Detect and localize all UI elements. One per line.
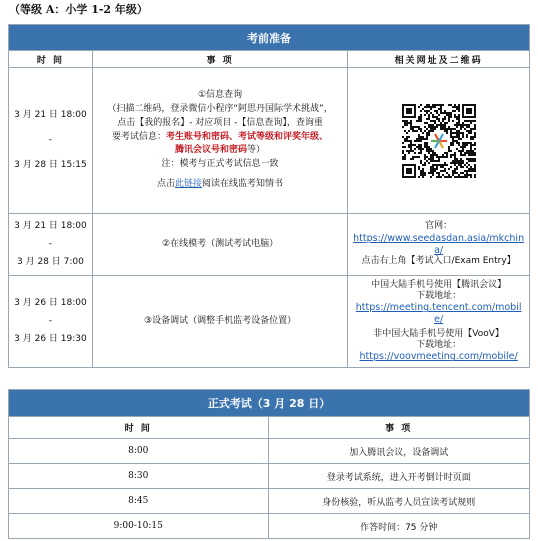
info-line: 要考试信息：考生账号和密码、考试等级和评奖年级、 <box>112 131 329 142</box>
time-end: 3 月 28 日 15:15 <box>14 160 87 171</box>
time-end: 3 月 28 日 7:00 <box>17 257 84 268</box>
non-mainland-text: 非中国大陆手机号使用【VooV】 <box>373 328 504 339</box>
prep-row-mock <box>9 214 530 276</box>
prep-row-info <box>9 68 530 214</box>
time-end: 3 月 26 日 19:30 <box>14 334 87 345</box>
time-start: 3 月 26 日 18:00 <box>14 297 87 308</box>
mainland-text: 中国大陆手机号使用【腾讯会议】 <box>371 279 507 290</box>
qr-cell <box>348 68 530 214</box>
exam-time: 9:00-10:15 <box>9 514 269 539</box>
item-cell <box>92 68 347 214</box>
download-label: 下载地址： <box>416 290 462 301</box>
table-row <box>9 489 530 514</box>
download-label: 下载地址： <box>416 340 462 351</box>
time-start: 3 月 21 日 18:00 <box>14 109 87 120</box>
header-time: 时 间 <box>9 51 93 68</box>
notice-link[interactable]: 此链接 <box>175 179 203 190</box>
exam-time: 8:45 <box>9 489 269 514</box>
exam-item: 作答时间：75 分钟 <box>268 514 530 539</box>
exam-time: 8:30 <box>9 464 269 489</box>
prep-banner: 考前准备 <box>9 25 530 51</box>
header-links: 相关网址及二维码 <box>348 51 530 68</box>
qr-code-icon[interactable] <box>402 104 476 178</box>
info-line: 腾讯会议号和密码等） <box>175 145 266 156</box>
info-note: 注：模考与正式考试信息一致 <box>161 159 279 170</box>
info-line: （扫描二维码，登录微信小程序“阿思丹国际学术挑战”， <box>107 103 333 114</box>
link-cell <box>348 214 530 276</box>
mock-exam-link[interactable]: https://www.seedasdan.asia/mkchina/ <box>353 232 525 256</box>
exam-item: 身份核验，听从监考人员宣读考试规则 <box>268 489 530 514</box>
item-cell: ②在线模考（测试考试电脑） <box>92 214 347 276</box>
info-line: 点击【我的报名】- 对应项目 -【信息查询】，查询重 <box>117 117 323 128</box>
item-cell: ③设备调试（调整手机监考设备位置） <box>92 276 347 368</box>
site-label: 官网： <box>425 221 453 232</box>
time-cell <box>9 214 93 276</box>
table-row <box>9 439 530 464</box>
prep-row-device <box>9 276 530 368</box>
tencent-meeting-link[interactable]: https://meeting.tencent.com/mobile/ <box>355 302 522 326</box>
time-start: 3 月 21 日 18:00 <box>14 220 87 231</box>
time-dash: - <box>48 238 53 249</box>
header-item: 事 项 <box>268 417 530 439</box>
time-cell <box>9 276 93 368</box>
exam-item: 加入腾讯会议，设备调试 <box>268 439 530 464</box>
time-dash: - <box>48 134 53 145</box>
entry-instruction: 点击右上角【考试入口/Exam Entry】 <box>361 256 516 267</box>
header-item: 事 项 <box>92 51 347 68</box>
highlight-text: 考生账号和密码、考试等级和评奖年级、 <box>166 131 329 142</box>
table-row <box>9 514 530 539</box>
level-title: （等级 A：小学 1-2 年级） <box>9 3 148 16</box>
info-title: ①信息查询 <box>198 89 243 100</box>
info-click-line: 点击此链接阅读在线监考知情书 <box>157 179 284 190</box>
time-dash: - <box>48 315 53 326</box>
exam-table <box>8 389 530 539</box>
voov-meeting-link[interactable]: https://voovmeeting.com/mobile/ <box>359 351 518 363</box>
exam-banner: 正式考试（3 月 28 日） <box>9 390 530 417</box>
exam-time: 8:00 <box>9 439 269 464</box>
table-row <box>9 464 530 489</box>
link-cell <box>348 276 530 368</box>
header-time: 时 间 <box>9 417 269 439</box>
prep-table <box>8 24 530 368</box>
exam-item: 登录考试系统，进入开考倒计时页面 <box>268 464 530 489</box>
highlight-text: 腾讯会议号和密码 <box>175 145 248 156</box>
time-cell <box>9 68 93 214</box>
